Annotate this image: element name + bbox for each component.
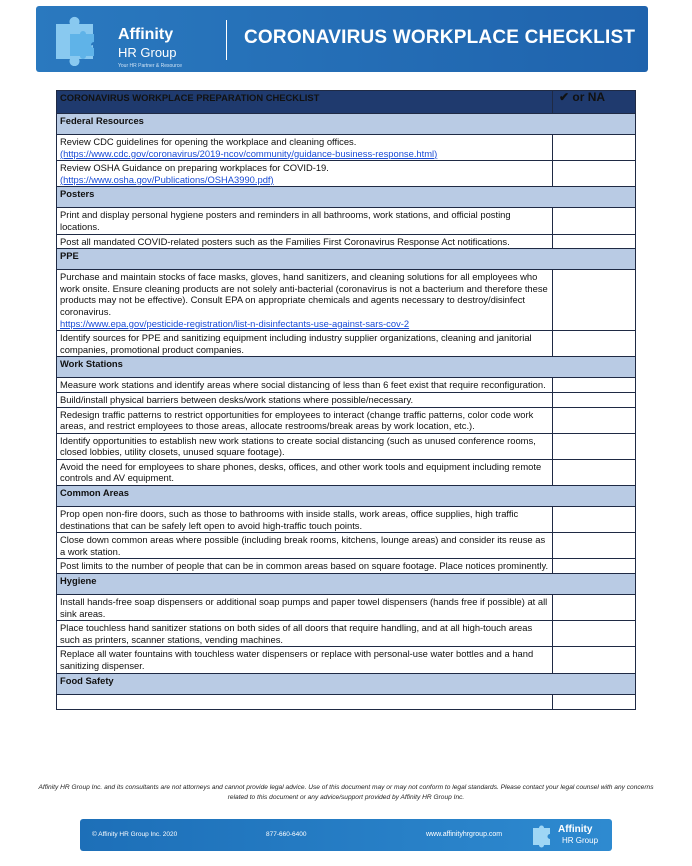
footer-website[interactable]: www.affinityhrgroup.com bbox=[426, 831, 503, 838]
check-cell[interactable] bbox=[553, 208, 636, 234]
checklist-item-row bbox=[57, 595, 636, 621]
checklist-item-row bbox=[57, 392, 636, 407]
page-header bbox=[36, 6, 648, 72]
checklist-item-text-cell bbox=[57, 135, 553, 161]
checklist-item-row bbox=[57, 533, 636, 559]
reference-link[interactable]: (https://www.cdc.gov/coronavirus/2019-ncov/community/guidance-business-response.html) bbox=[60, 147, 438, 159]
checklist-item-row bbox=[57, 459, 636, 485]
checklist-item-text-cell bbox=[57, 694, 553, 709]
section-row bbox=[57, 357, 636, 378]
page-title: CORONAVIRUS WORKPLACE CHECKLIST bbox=[244, 27, 636, 48]
brand-name: Affinity bbox=[118, 26, 174, 43]
check-cell[interactable] bbox=[553, 621, 636, 647]
section-row bbox=[57, 673, 636, 694]
checklist-item-row bbox=[57, 161, 636, 187]
footer-brand-subname: HR Group bbox=[562, 836, 599, 845]
section-heading: PPE bbox=[57, 249, 636, 270]
legal-disclaimer: Affinity HR Group Inc. and its consultants are not attorneys and cannot provide legal advice. Use of this document may or may not conform to legal standards. Please contact your legal counsel with any concerns related to this document or any advice/support provided by Affinity HR Group Inc. bbox=[38, 784, 654, 801]
section-heading: Hygiene bbox=[57, 574, 636, 595]
checklist-item-row bbox=[57, 270, 636, 331]
checklist-item-row bbox=[57, 647, 636, 673]
section-heading: Work Stations bbox=[57, 357, 636, 378]
checklist-item-row bbox=[57, 407, 636, 433]
check-cell[interactable] bbox=[553, 507, 636, 533]
checklist-item-text: Review CDC guidelines for opening the workplace and cleaning offices. bbox=[60, 136, 357, 147]
footer-logo bbox=[530, 823, 608, 849]
checklist-item-text-cell bbox=[57, 507, 553, 533]
checklist-item-text-cell bbox=[57, 270, 553, 331]
checklist-item-text: Install hands-free soap dispensers or additional soap pumps and paper towel dispensers (hands free if possible) at all sink areas. bbox=[60, 596, 548, 619]
checklist-item-text-cell bbox=[57, 378, 553, 393]
check-cell[interactable] bbox=[553, 533, 636, 559]
section-row bbox=[57, 574, 636, 595]
check-cell[interactable] bbox=[553, 331, 636, 357]
checklist-item-text-cell bbox=[57, 595, 553, 621]
brand-subname: HR Group bbox=[118, 45, 177, 60]
checklist-item-text: Purchase and maintain stocks of face masks, gloves, hand sanitizers, and cleaning solutions for all employees who work onsite. Ensure cleaning products are not solely anti-bacterial (coronavirus is not a bacterium and therefore these products may not be effective). Consult EPA on appropriate chemicals and agents necessary to destroy/disinfect coronavirus. bbox=[60, 271, 548, 317]
checklist-item-row bbox=[57, 694, 636, 709]
checklist-item-text-cell bbox=[57, 208, 553, 234]
checklist-item-text: Measure work stations and identify areas where social distancing of less than 6 feet exist that require reconfiguration. bbox=[60, 379, 546, 391]
checklist-item-row bbox=[57, 378, 636, 393]
check-cell[interactable] bbox=[553, 407, 636, 433]
section-row bbox=[57, 486, 636, 507]
checklist-item-text: Identify sources for PPE and sanitizing equipment including industry supplier organizations, cleaning and janitorial companies, promotional product companies. bbox=[60, 332, 532, 355]
check-cell[interactable] bbox=[553, 459, 636, 485]
checklist-item-text: Build/install physical barriers between desks/work stations where possible/necessary. bbox=[60, 393, 414, 405]
check-cell[interactable] bbox=[553, 135, 636, 161]
checklist-item-text: Close down common areas where possible (including break rooms, kitchens, lounge areas) and consider its reuse as a work station. bbox=[60, 534, 546, 557]
header-divider bbox=[226, 20, 227, 60]
check-cell[interactable] bbox=[553, 234, 636, 249]
footer-puzzle-icon bbox=[530, 823, 556, 849]
checklist-item-text: Review OSHA Guidance on preparing workplaces for COVID-19. bbox=[60, 162, 329, 174]
checklist-item-text: Prop open non-fire doors, such as those to bathrooms with inside stalls, work areas, office supplies, high traffic destinations that can be safely left open to avoid high-traffic touch points. bbox=[60, 508, 519, 531]
section-heading: Posters bbox=[57, 187, 636, 208]
checklist-item-row bbox=[57, 433, 636, 459]
check-cell[interactable] bbox=[553, 647, 636, 673]
check-cell[interactable] bbox=[553, 433, 636, 459]
table-title: CORONAVIRUS WORKPLACE PREPARATION CHECKLIST bbox=[57, 91, 553, 114]
checklist-table bbox=[56, 90, 636, 710]
checklist-item-row bbox=[57, 135, 636, 161]
section-heading: Common Areas bbox=[57, 486, 636, 507]
check-cell[interactable] bbox=[553, 595, 636, 621]
checklist-item-row bbox=[57, 559, 636, 574]
check-cell[interactable] bbox=[553, 694, 636, 709]
checklist-item-row bbox=[57, 331, 636, 357]
table-header-row bbox=[57, 91, 636, 114]
puzzle-logo-icon bbox=[50, 16, 110, 66]
footer-brand-name: Affinity bbox=[558, 824, 593, 835]
checklist-item-text-cell bbox=[57, 459, 553, 485]
check-cell[interactable] bbox=[553, 392, 636, 407]
checklist-item-row bbox=[57, 234, 636, 249]
checklist-item-text-cell bbox=[57, 407, 553, 433]
checklist-item-text-cell bbox=[57, 331, 553, 357]
checklist-item-row bbox=[57, 621, 636, 647]
section-row bbox=[57, 187, 636, 208]
checklist-item-text: Redesign traffic patterns to restrict opportunities for employees to interact (change traffic patterns, color code work areas, and restrict employees to those areas, allocate restrooms/break areas by work location, etc.). bbox=[60, 408, 534, 432]
checklist-item-text-cell bbox=[57, 559, 553, 574]
check-cell[interactable] bbox=[553, 161, 636, 187]
checklist-item-row bbox=[57, 507, 636, 533]
check-cell[interactable] bbox=[553, 378, 636, 393]
checklist-item-text: Post limits to the number of people that can be in common areas based on square footage. Place notices prominently. bbox=[60, 560, 549, 572]
checklist-item-text-cell bbox=[57, 234, 553, 249]
checklist-item-text: Place touchless hand sanitizer stations on both sides of all doors that require handling, and at all high-touch areas such as printers, scanner stations, vending machines. bbox=[60, 622, 533, 645]
checklist-item-text: Print and display personal hygiene posters and reminders in all bathrooms, work stations, and official posting locations. bbox=[60, 209, 511, 232]
footer-phone[interactable]: 877-660-6400 bbox=[266, 831, 307, 838]
affinity-logo bbox=[50, 16, 210, 69]
checklist-item-text: Identify opportunities to establish new work stations to create social distancing (such as unused conference rooms, closed lobbies, utility closets, unused square footage). bbox=[60, 434, 536, 458]
checklist-item-text: Post all mandated COVID-related posters such as the Families First Coronavirus Response Act notifications. bbox=[60, 235, 510, 247]
reference-link[interactable]: https://www.epa.gov/pesticide-registration/list-n-disinfectants-use-against-sars-cov-2 bbox=[60, 317, 410, 329]
checklist-item-text-cell bbox=[57, 533, 553, 559]
check-column-header: ✔ or NA bbox=[553, 91, 636, 114]
page-footer bbox=[80, 819, 612, 851]
brand-tagline: Your HR Partner & Resource bbox=[118, 63, 183, 69]
section-row bbox=[57, 249, 636, 270]
section-heading: Federal Resources bbox=[57, 114, 636, 135]
checklist-item-text-cell bbox=[57, 621, 553, 647]
checklist-item-row bbox=[57, 208, 636, 234]
checklist-item-text-cell bbox=[57, 433, 553, 459]
checklist-item-text: Avoid the need for employees to share phones, desks, offices, and other work tools and equipment including remote controls and AV equipment. bbox=[60, 460, 542, 484]
check-cell[interactable] bbox=[553, 270, 636, 331]
footer-copyright: © Affinity HR Group Inc. 2020 bbox=[92, 831, 178, 838]
checklist-item-text-cell bbox=[57, 161, 553, 187]
section-row bbox=[57, 114, 636, 135]
reference-link[interactable]: (https://www.osha.gov/Publications/OSHA3990.pdf) bbox=[60, 173, 274, 185]
check-cell[interactable] bbox=[553, 559, 636, 574]
section-heading: Food Safety bbox=[57, 673, 636, 694]
checklist-item-text: Replace all water fountains with touchless water dispensers or replace with personal-use water bottles and a hand sanitizing dispenser. bbox=[60, 648, 534, 671]
checklist-item-text-cell bbox=[57, 647, 553, 673]
checklist-item-text-cell bbox=[57, 392, 553, 407]
